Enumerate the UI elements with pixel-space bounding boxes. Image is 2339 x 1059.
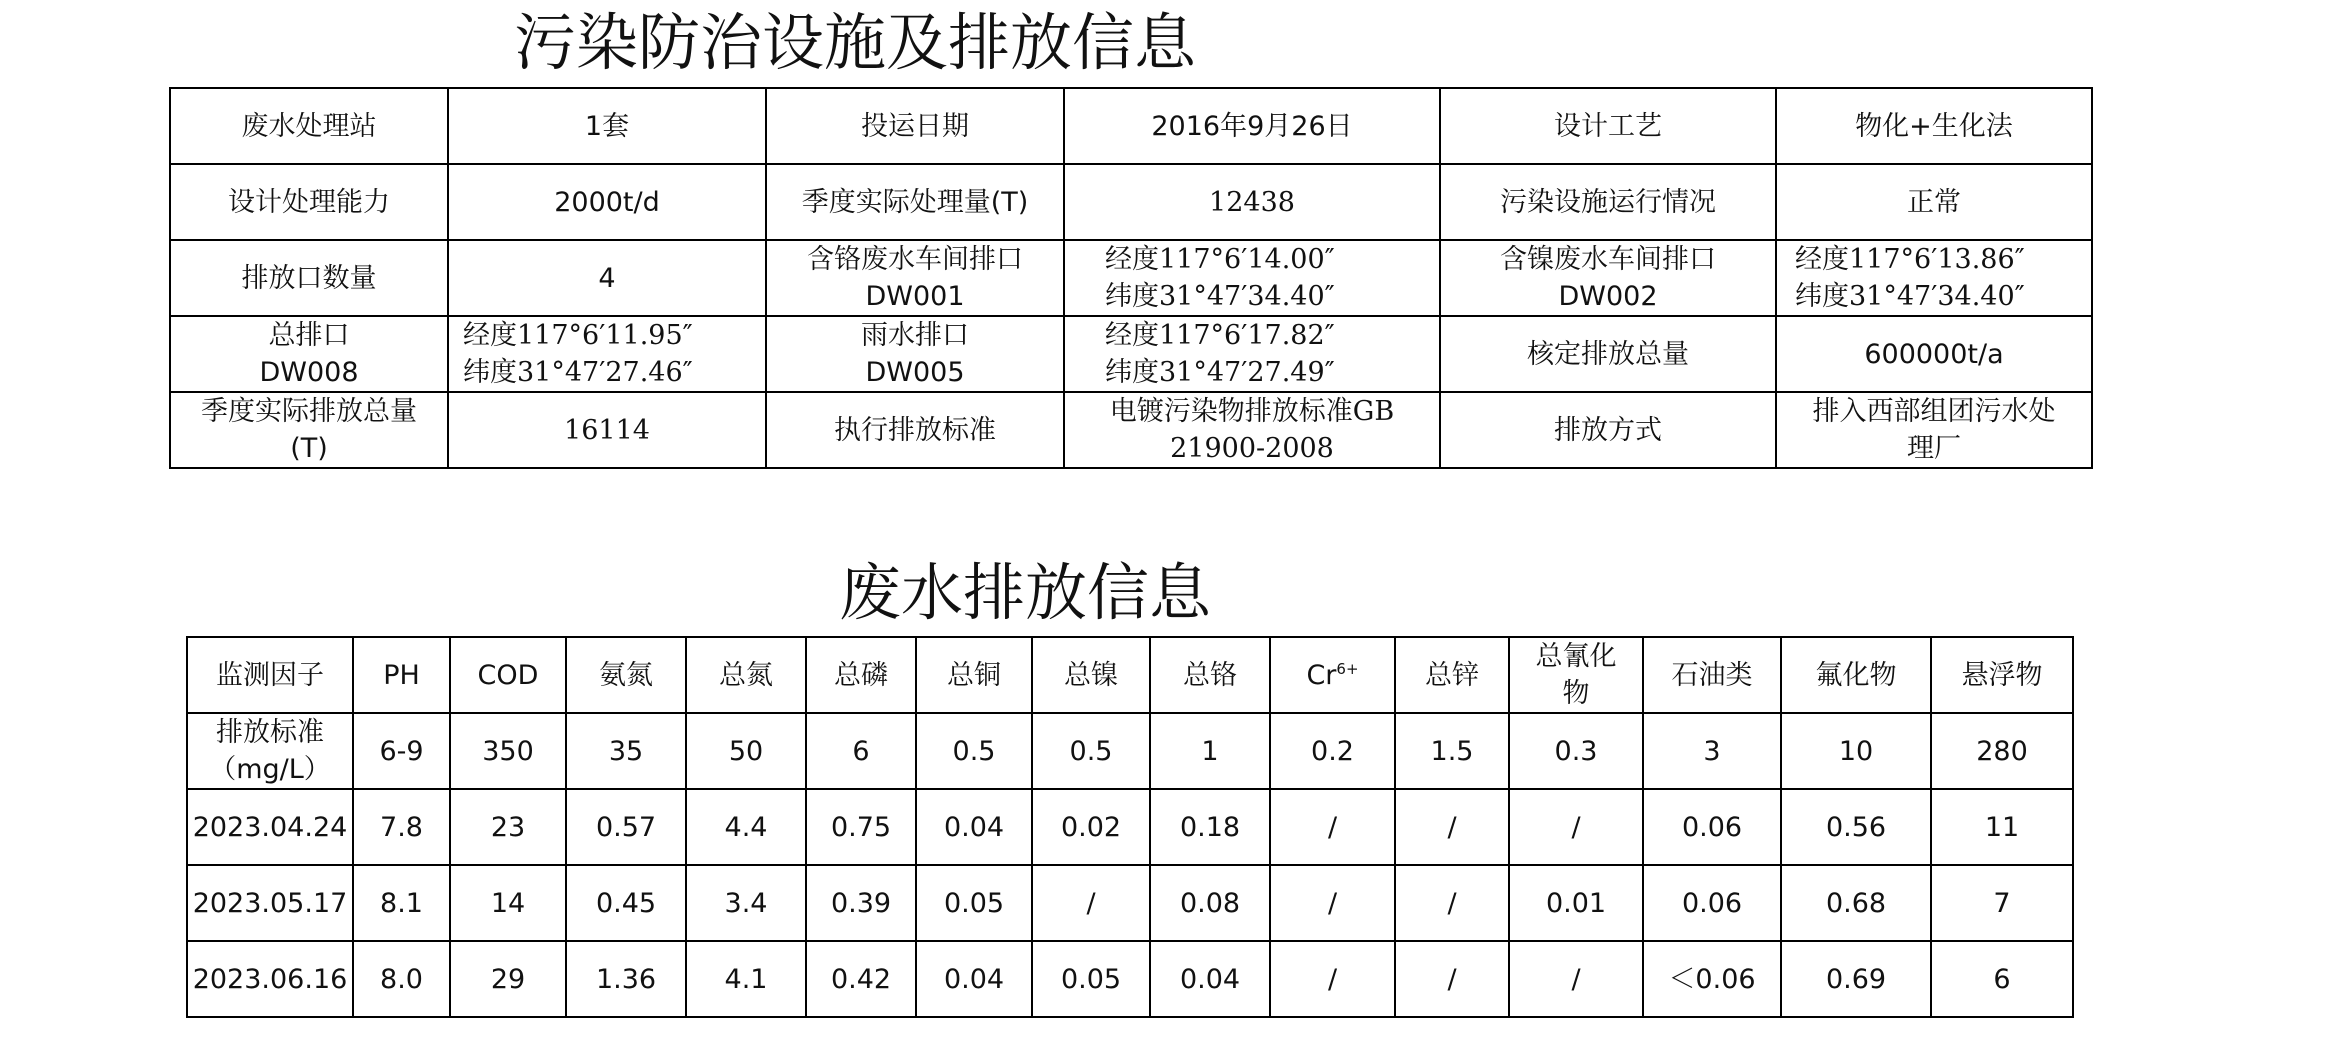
- cell-line: DW001: [865, 281, 965, 312]
- table-cell: 3: [1643, 713, 1781, 789]
- table-cell: 8.1: [353, 865, 450, 941]
- cell-line: 含镍废水车间排口: [1500, 244, 1716, 275]
- cell-line: DW008: [259, 357, 359, 388]
- table-cell: [766, 316, 1064, 392]
- row-label: [187, 713, 353, 789]
- table-cell: /: [1395, 941, 1509, 1017]
- table-cell: 0.05: [916, 865, 1032, 941]
- table-cell: 执行排放标准: [766, 392, 1064, 468]
- table-cell: 0.5: [1032, 713, 1150, 789]
- cell-line: 纬度31°47′34.40″: [1105, 281, 1335, 312]
- table-cell: [1064, 240, 1440, 316]
- table-cell: 0.05: [1032, 941, 1150, 1017]
- table-cell: 50: [686, 713, 806, 789]
- column-header: [1270, 637, 1395, 713]
- table-cell: 排放方式: [1440, 392, 1776, 468]
- table-cell: [170, 316, 448, 392]
- table-cell: 物化+生化法: [1776, 88, 2092, 164]
- cell-line: 纬度31°47′27.46″: [463, 357, 693, 388]
- table-cell: 14: [450, 865, 566, 941]
- table-cell: 1.5: [1395, 713, 1509, 789]
- table-row: [187, 789, 2073, 865]
- table-cell: 0.18: [1150, 789, 1270, 865]
- table-cell: [766, 240, 1064, 316]
- table-cell: 7.8: [353, 789, 450, 865]
- table-row: [170, 316, 2092, 392]
- table-cell: 11: [1931, 789, 2073, 865]
- column-header: PH: [353, 637, 450, 713]
- wastewater-monitoring-table: [186, 636, 2074, 1018]
- table-cell: 29: [450, 941, 566, 1017]
- cell-line: 经度117°6′13.86″: [1795, 244, 2025, 275]
- row-date: 2023.05.17: [187, 865, 353, 941]
- table-cell: [1064, 392, 1440, 468]
- table-cell: 核定排放总量: [1440, 316, 1776, 392]
- table-cell: 6: [806, 713, 916, 789]
- table-cell: 16114: [448, 392, 766, 468]
- table-cell: 0.75: [806, 789, 916, 865]
- table-cell: 废水处理站: [170, 88, 448, 164]
- cell-line: 总氰化: [1535, 641, 1617, 672]
- table-cell: 0.39: [806, 865, 916, 941]
- cell-line: 经度117°6′14.00″: [1105, 244, 1335, 275]
- table-cell: 0.01: [1509, 865, 1643, 941]
- table-cell: 4: [448, 240, 766, 316]
- table-cell: 1: [1150, 713, 1270, 789]
- table-row: [170, 392, 2092, 468]
- cell-line: 经度117°6′11.95″: [463, 320, 693, 351]
- table-cell: 0.3: [1509, 713, 1643, 789]
- table-cell: 污染设施运行情况: [1440, 164, 1776, 240]
- column-header: 总氮: [686, 637, 806, 713]
- table-row: [170, 164, 2092, 240]
- column-header: 总锌: [1395, 637, 1509, 713]
- table-cell: 2000t/d: [448, 164, 766, 240]
- table-cell: 设计工艺: [1440, 88, 1776, 164]
- table-cell: 设计处理能力: [170, 164, 448, 240]
- table-cell: 0.2: [1270, 713, 1395, 789]
- table-cell: 8.0: [353, 941, 450, 1017]
- table-cell: 0.02: [1032, 789, 1150, 865]
- table-cell: 280: [1931, 713, 2073, 789]
- cell-line: 纬度31°47′34.40″: [1795, 281, 2025, 312]
- table-cell: 0.04: [1150, 941, 1270, 1017]
- table-cell: 0.45: [566, 865, 686, 941]
- table-cell: /: [1509, 941, 1643, 1017]
- table-cell: /: [1509, 789, 1643, 865]
- table-cell: 12438: [1064, 164, 1440, 240]
- table-cell: 6: [1931, 941, 2073, 1017]
- table-header-row: [187, 637, 2073, 713]
- column-header: [1509, 637, 1643, 713]
- cr6-label: Cr: [1306, 659, 1337, 691]
- column-header: 总铬: [1150, 637, 1270, 713]
- column-header: 氟化物: [1781, 637, 1931, 713]
- column-header: 总铜: [916, 637, 1032, 713]
- facility-info-table: [169, 87, 2093, 469]
- table-cell: 0.68: [1781, 865, 1931, 941]
- column-header: 总镍: [1032, 637, 1150, 713]
- column-header: 悬浮物: [1931, 637, 2073, 713]
- row-date: 2023.06.16: [187, 941, 353, 1017]
- table-row: [170, 88, 2092, 164]
- cell-line: 排放标准: [216, 717, 324, 748]
- table-cell: [1776, 392, 2092, 468]
- table-cell: 0.5: [916, 713, 1032, 789]
- cell-line: （mg/L）: [209, 754, 331, 785]
- table-cell: 35: [566, 713, 686, 789]
- page-title: 污染防治设施及排放信息: [513, 6, 1196, 79]
- row-date: 2023.04.24: [187, 789, 353, 865]
- table-cell: 4.1: [686, 941, 806, 1017]
- table-cell: /: [1032, 865, 1150, 941]
- table-cell: 0.06: [1643, 865, 1781, 941]
- table-cell: 23: [450, 789, 566, 865]
- table-cell: 7: [1931, 865, 2073, 941]
- table-cell: 投运日期: [766, 88, 1064, 164]
- table-cell: 4.4: [686, 789, 806, 865]
- table-cell: /: [1270, 941, 1395, 1017]
- table-cell: 排放口数量: [170, 240, 448, 316]
- cell-line: 总排口: [268, 320, 350, 351]
- table-cell: [1440, 240, 1776, 316]
- table-cell: 3.4: [686, 865, 806, 941]
- column-header: 监测因子: [187, 637, 353, 713]
- table-cell: 0.04: [916, 941, 1032, 1017]
- cell-line: 季度实际排放总量: [201, 396, 417, 427]
- cell-line: 含铬废水车间排口: [807, 244, 1023, 275]
- table-cell: 350: [450, 713, 566, 789]
- cell-line: 物: [1562, 678, 1590, 709]
- table-cell: /: [1270, 865, 1395, 941]
- table-cell: /: [1395, 865, 1509, 941]
- cell-line: 经度117°6′17.82″: [1105, 320, 1335, 351]
- table-cell: 2016年9月26日: [1064, 88, 1440, 164]
- cell-line: 雨水排口: [861, 320, 969, 351]
- table-cell: [170, 392, 448, 468]
- table-row: [187, 865, 2073, 941]
- table-cell: /: [1270, 789, 1395, 865]
- cell-line: 排入西部组团污水处: [1812, 396, 2056, 427]
- cell-line: DW002: [1558, 281, 1658, 312]
- table-cell: 1.36: [566, 941, 686, 1017]
- cell-line: 纬度31°47′27.49″: [1105, 357, 1335, 388]
- table-cell: /: [1395, 789, 1509, 865]
- cell-line: 理厂: [1907, 433, 1961, 464]
- table-cell: 10: [1781, 713, 1931, 789]
- table-row: [187, 941, 2073, 1017]
- cr6-superscript: 6+: [1336, 659, 1359, 678]
- column-header: 石油类: [1643, 637, 1781, 713]
- column-header: 总磷: [806, 637, 916, 713]
- table-cell: 1套: [448, 88, 766, 164]
- table-cell: 正常: [1776, 164, 2092, 240]
- cell-line: 21900-2008: [1170, 433, 1334, 464]
- table-cell: [448, 316, 766, 392]
- section-title: 废水排放信息: [838, 556, 1211, 629]
- column-header: COD: [450, 637, 566, 713]
- table-cell: 0.57: [566, 789, 686, 865]
- table-cell: ＜0.06: [1643, 941, 1781, 1017]
- table-row: [170, 240, 2092, 316]
- table-cell: 0.56: [1781, 789, 1931, 865]
- table-cell: [1064, 316, 1440, 392]
- table-cell: 0.69: [1781, 941, 1931, 1017]
- table-cell: 0.42: [806, 941, 916, 1017]
- standard-row: [187, 713, 2073, 789]
- table-cell: 季度实际处理量(T): [766, 164, 1064, 240]
- table-cell: [1776, 240, 2092, 316]
- cell-line: (T): [290, 433, 328, 464]
- table-cell: 0.04: [916, 789, 1032, 865]
- cell-line: DW005: [865, 357, 965, 388]
- table-cell: 0.08: [1150, 865, 1270, 941]
- table-cell: 600000t/a: [1776, 316, 2092, 392]
- table-cell: 6-9: [353, 713, 450, 789]
- cell-line: 电镀污染物排放标准GB: [1109, 396, 1395, 427]
- column-header: 氨氮: [566, 637, 686, 713]
- table-cell: 0.06: [1643, 789, 1781, 865]
